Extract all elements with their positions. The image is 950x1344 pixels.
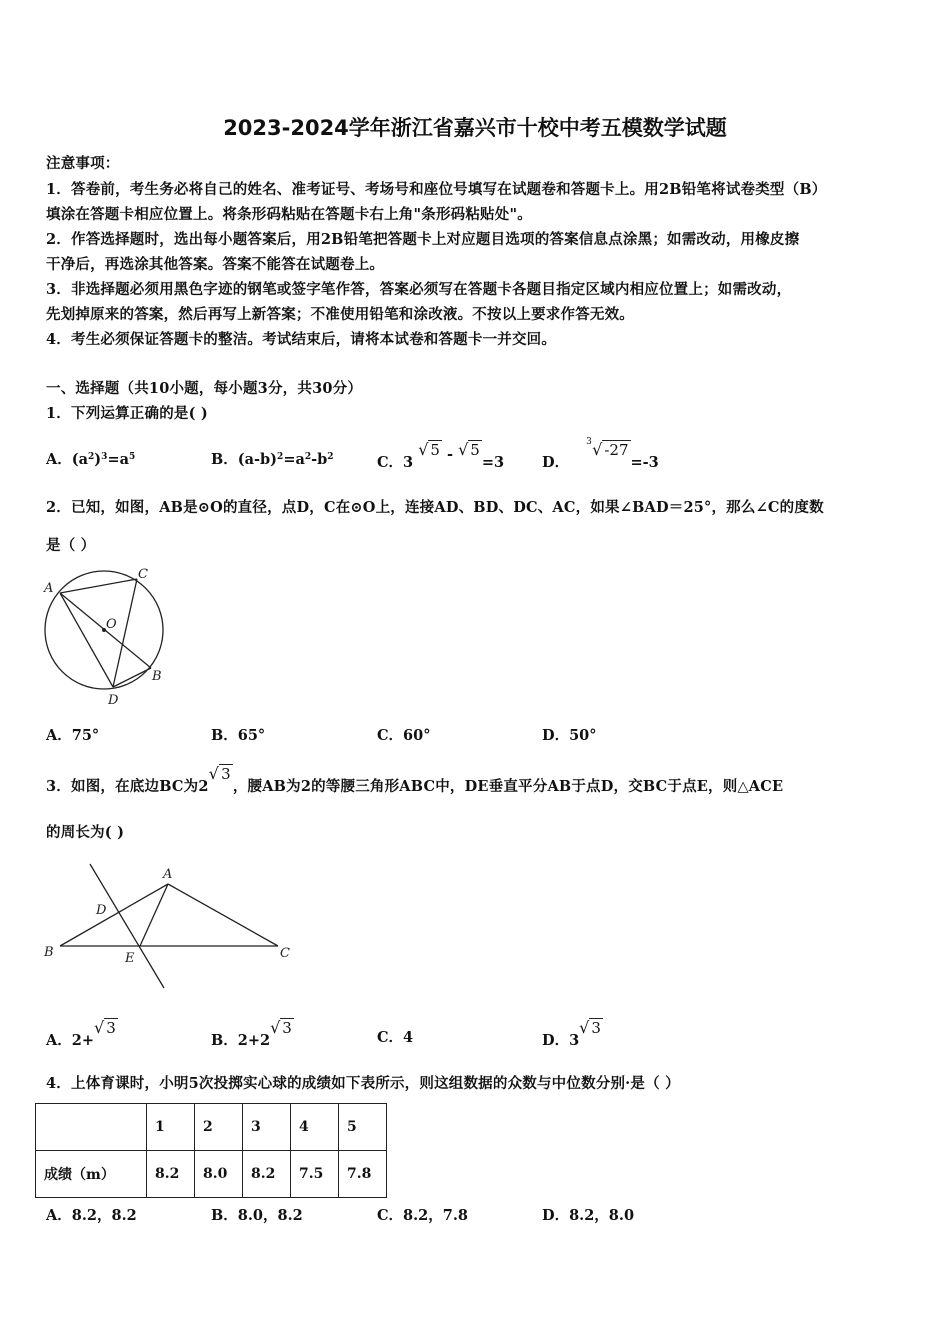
label-a: A <box>163 867 173 882</box>
label-d: D <box>96 903 107 918</box>
label-a: A <box>44 581 54 596</box>
q4-option-d: D．8.2，8.0 <box>542 1207 635 1224</box>
notice-line: 先划掉原来的答案，然后再写上新答案；不准使用铅笔和涂改液。不按以上要求作答无效。 <box>46 306 634 323</box>
table-cell: 7.5 <box>291 1151 339 1198</box>
q2-option-a: A．75° <box>46 727 100 744</box>
q2-stem-cont: 是（ ） <box>46 537 96 554</box>
notice-line: 2．作答选择题时，选出每小题答案后，用2B铅笔把答题卡上对应题目选项的答案信息点涂黑；如需改动，用橡皮擦 <box>46 231 800 248</box>
q3-stem: 3．如图，在底边BC为2√ 3，腰AB为2的等腰三角形ABC中，DE垂直平分AB于点D，交BC于点E，则△ACE <box>46 764 784 795</box>
page-title: 2023-2024学年浙江省嘉兴市十校中考五模数学试题 <box>223 116 727 140</box>
q1-option-d: D． 3 √ -27=-3 <box>542 437 659 471</box>
q4-option-a: A．8.2，8.2 <box>46 1207 137 1224</box>
table-cell: 7.8 <box>339 1151 387 1198</box>
q4-option-c: C．8.2，7.8 <box>377 1207 468 1224</box>
notice-line: 填涂在答题卡相应位置上。将条形码粘贴在答题卡右上角"条形码粘贴处"。 <box>46 206 532 223</box>
table-row <box>36 1104 387 1151</box>
label-c: C <box>280 946 290 961</box>
notice-line: 1．答卷前，考生务必将自己的姓名、准考证号、考场号和座位号填写在试题卷和答题卡上。用2B铅笔将试卷类型（B） <box>46 181 827 198</box>
table-cell: 5 <box>339 1104 387 1151</box>
section-heading: 一、选择题（共10小题，每小题3分，共30分） <box>46 380 363 397</box>
table-cell: 成绩（m） <box>36 1151 147 1198</box>
table-cell <box>36 1104 147 1151</box>
q2-option-d: D．50° <box>542 727 597 744</box>
q4-option-b: B．8.0，8.2 <box>211 1207 303 1224</box>
table-cell: 4 <box>291 1104 339 1151</box>
notice-line: 3．非选择题必须用黑色字迹的钢笔或签字笔作答，答案必须写在答题卡各题目指定区域内相应位置上；如需改动， <box>46 281 792 298</box>
q1-option-b: B．$(a-b)^2=a^2-b^2$ <box>211 451 334 468</box>
q2-circle-figure <box>38 562 178 712</box>
notice-line: 4．考生必须保证答题卡的整洁。考试结束后，请将本试卷和答题卡一并交回。 <box>46 331 557 348</box>
segment-ac <box>168 884 278 946</box>
label-o: O <box>106 617 117 632</box>
table-row <box>36 1151 387 1198</box>
segment-bd <box>113 668 151 687</box>
q1-option-a: A．$(a^2)^3=a^5$ <box>46 451 136 468</box>
table-cell: 1 <box>147 1104 195 1151</box>
segment-ad <box>60 593 113 687</box>
q3-triangle-figure <box>40 860 295 990</box>
q4-stem: 4．上体育课时，小明5次投掷实心球的成绩如下表所示，则这组数据的众数与中位数分别·是（ ） <box>46 1075 680 1092</box>
table-cell: 8.2 <box>243 1151 291 1198</box>
score-table <box>35 1103 387 1198</box>
label-c: C <box>138 567 148 582</box>
q1-stem: 1．下列运算正确的是( ) <box>46 405 208 422</box>
label-b: B <box>44 945 54 960</box>
q3-option-d: D．3√ 3 <box>542 1018 601 1049</box>
notice-heading: 注意事项： <box>46 155 120 172</box>
segment-ae <box>140 884 168 946</box>
notice-line: 干净后，再选涂其他答案。答案不能答在试题卷上。 <box>46 256 385 273</box>
label-b: B <box>152 669 162 684</box>
segment-dc <box>113 579 137 687</box>
table-cell: 3 <box>243 1104 291 1151</box>
q3-option-a: A．2+√ 3 <box>46 1018 116 1049</box>
q1-option-c: C．3 √ 5 - √ 5=3 <box>377 440 505 471</box>
segment-ab <box>60 884 168 946</box>
table-cell: 8.0 <box>195 1151 243 1198</box>
q3-stem-cont: 的周长为( ) <box>46 824 125 841</box>
q2-option-c: C．60° <box>377 727 431 744</box>
table-cell: 8.2 <box>147 1151 195 1198</box>
q3-option-b: B．2+2√ 3 <box>211 1018 292 1049</box>
label-e: E <box>125 951 135 966</box>
q2-stem: 2．已知，如图，AB是⊙O的直径，点D，C在⊙O上，连接AD、BD、DC、AC，如果∠BAD＝25°，那么∠C的度数 <box>46 499 824 516</box>
line-de <box>90 864 164 988</box>
table-cell: 2 <box>195 1104 243 1151</box>
q2-option-b: B．65° <box>211 727 266 744</box>
label-d: D <box>108 693 119 708</box>
q3-option-c: C．4 <box>377 1029 414 1046</box>
